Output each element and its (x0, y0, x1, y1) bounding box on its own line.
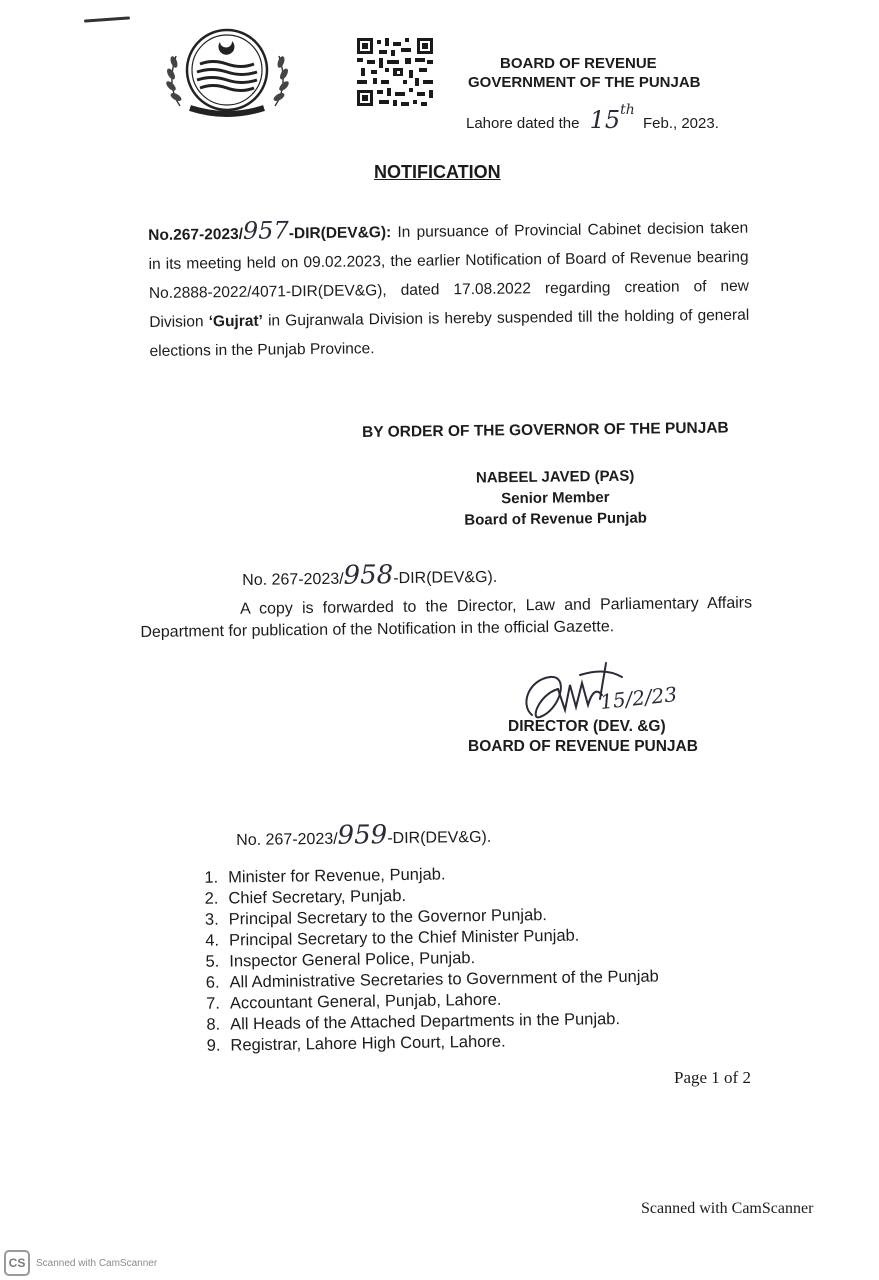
camscanner-badge (4, 1250, 157, 1276)
signatory-name: NABEEL JAVED (PAS) (475, 467, 635, 487)
date-line (466, 102, 719, 134)
copy1-ref-prefix: No. 267-2023/ (242, 570, 344, 589)
notification-ref-suffix: -DIR(DEV&G): (288, 224, 392, 243)
date-suffix-handwritten: th (620, 102, 635, 118)
list-item: 9. Registrar, Lahore High Court, Lahore. (206, 1032, 506, 1055)
signatory-office: Board of Revenue Punjab (464, 509, 647, 529)
notification-body (148, 211, 750, 366)
list-item: 1. Minister for Revenue, Punjab. (204, 865, 446, 887)
pen-mark (84, 16, 130, 22)
notification-ref-prefix: No.267-2023/ (148, 225, 244, 244)
qr-code-icon (357, 38, 433, 106)
scanner-watermark: Scanned with CamScanner (641, 1200, 814, 1217)
list-item: 2. Chief Secretary, Punjab. (204, 886, 407, 908)
list-item: 8. All Heads of the Attached Departments in the Punjab. (206, 1010, 621, 1034)
recipients-list (190, 861, 660, 1057)
date-rest: Feb., 2023. (642, 115, 719, 132)
notification-text-part2: in Gujranwala Division is hereby suspended till the holding of general elections in the Punjab Province. (149, 306, 750, 360)
copy2-ref-handwritten: 959 (337, 820, 388, 851)
org-name-line2: GOVERNMENT OF THE PUNJAB (468, 74, 701, 91)
director-title: DIRECTOR (DEV. &G) (508, 718, 666, 735)
camscanner-logo-icon: CS (4, 1250, 30, 1276)
signatory-designation: Senior Member (501, 488, 610, 508)
camscanner-badge-text: Scanned with CamScanner (36, 1257, 158, 1269)
by-order-line: BY ORDER OF THE GOVERNOR OF THE PUNJAB (362, 419, 729, 441)
list-item: 6. All Administrative Secretaries to Government of the Punjab (205, 967, 659, 992)
copy1-ref-suffix: -DIR(DEV&G). (393, 568, 498, 588)
copy1-ref-handwritten: 958 (343, 560, 394, 591)
list-item: 5. Inspector General Police, Punjab. (205, 949, 476, 971)
date-prefix: Lahore dated the (466, 115, 580, 132)
copy2-ref-suffix: -DIR(DEV&G). (387, 828, 492, 848)
signatory-block (440, 465, 671, 531)
director-office: BOARD OF REVENUE PUNJAB (468, 738, 698, 755)
copy2-ref (236, 819, 491, 852)
signature-date-handwritten: 15/2/23 (598, 682, 679, 714)
notification-text-part1: In pursuance of Provincial Cabinet decision taken in its meeting held on 09.02.2023, the earlier Notification of Board of Revenue bearing No.2888-2022/4071-DIR(DEV&G), dated 17.08.2022 regarding creation of new Division (148, 219, 749, 331)
list-item: 7. Accountant General, Punjab, Lahore. (206, 990, 502, 1013)
notification-title: NOTIFICATION (374, 162, 501, 182)
page-number: Page 1 of 2 (674, 1068, 751, 1087)
copy1-text: A copy is forwarded to the Director, Law and Parliamentary Affairs Department for publication of the Notification in the official Gazette. (140, 594, 753, 641)
notification-ref-handwritten: 957 (242, 216, 289, 245)
date-day-handwritten: 15 (589, 106, 621, 134)
list-item: 3. Principal Secretary to the Governor Punjab. (204, 906, 548, 929)
list-item: 4. Principal Secretary to the Chief Minister Punjab. (205, 926, 580, 950)
copy1-ref (242, 559, 497, 592)
copy2-ref-prefix: No. 267-2023/ (236, 830, 338, 849)
notification-division-name: ‘Gujrat’ (208, 312, 264, 331)
punjab-emblem-icon (160, 28, 295, 120)
org-name-line1: BOARD OF REVENUE (500, 55, 657, 72)
